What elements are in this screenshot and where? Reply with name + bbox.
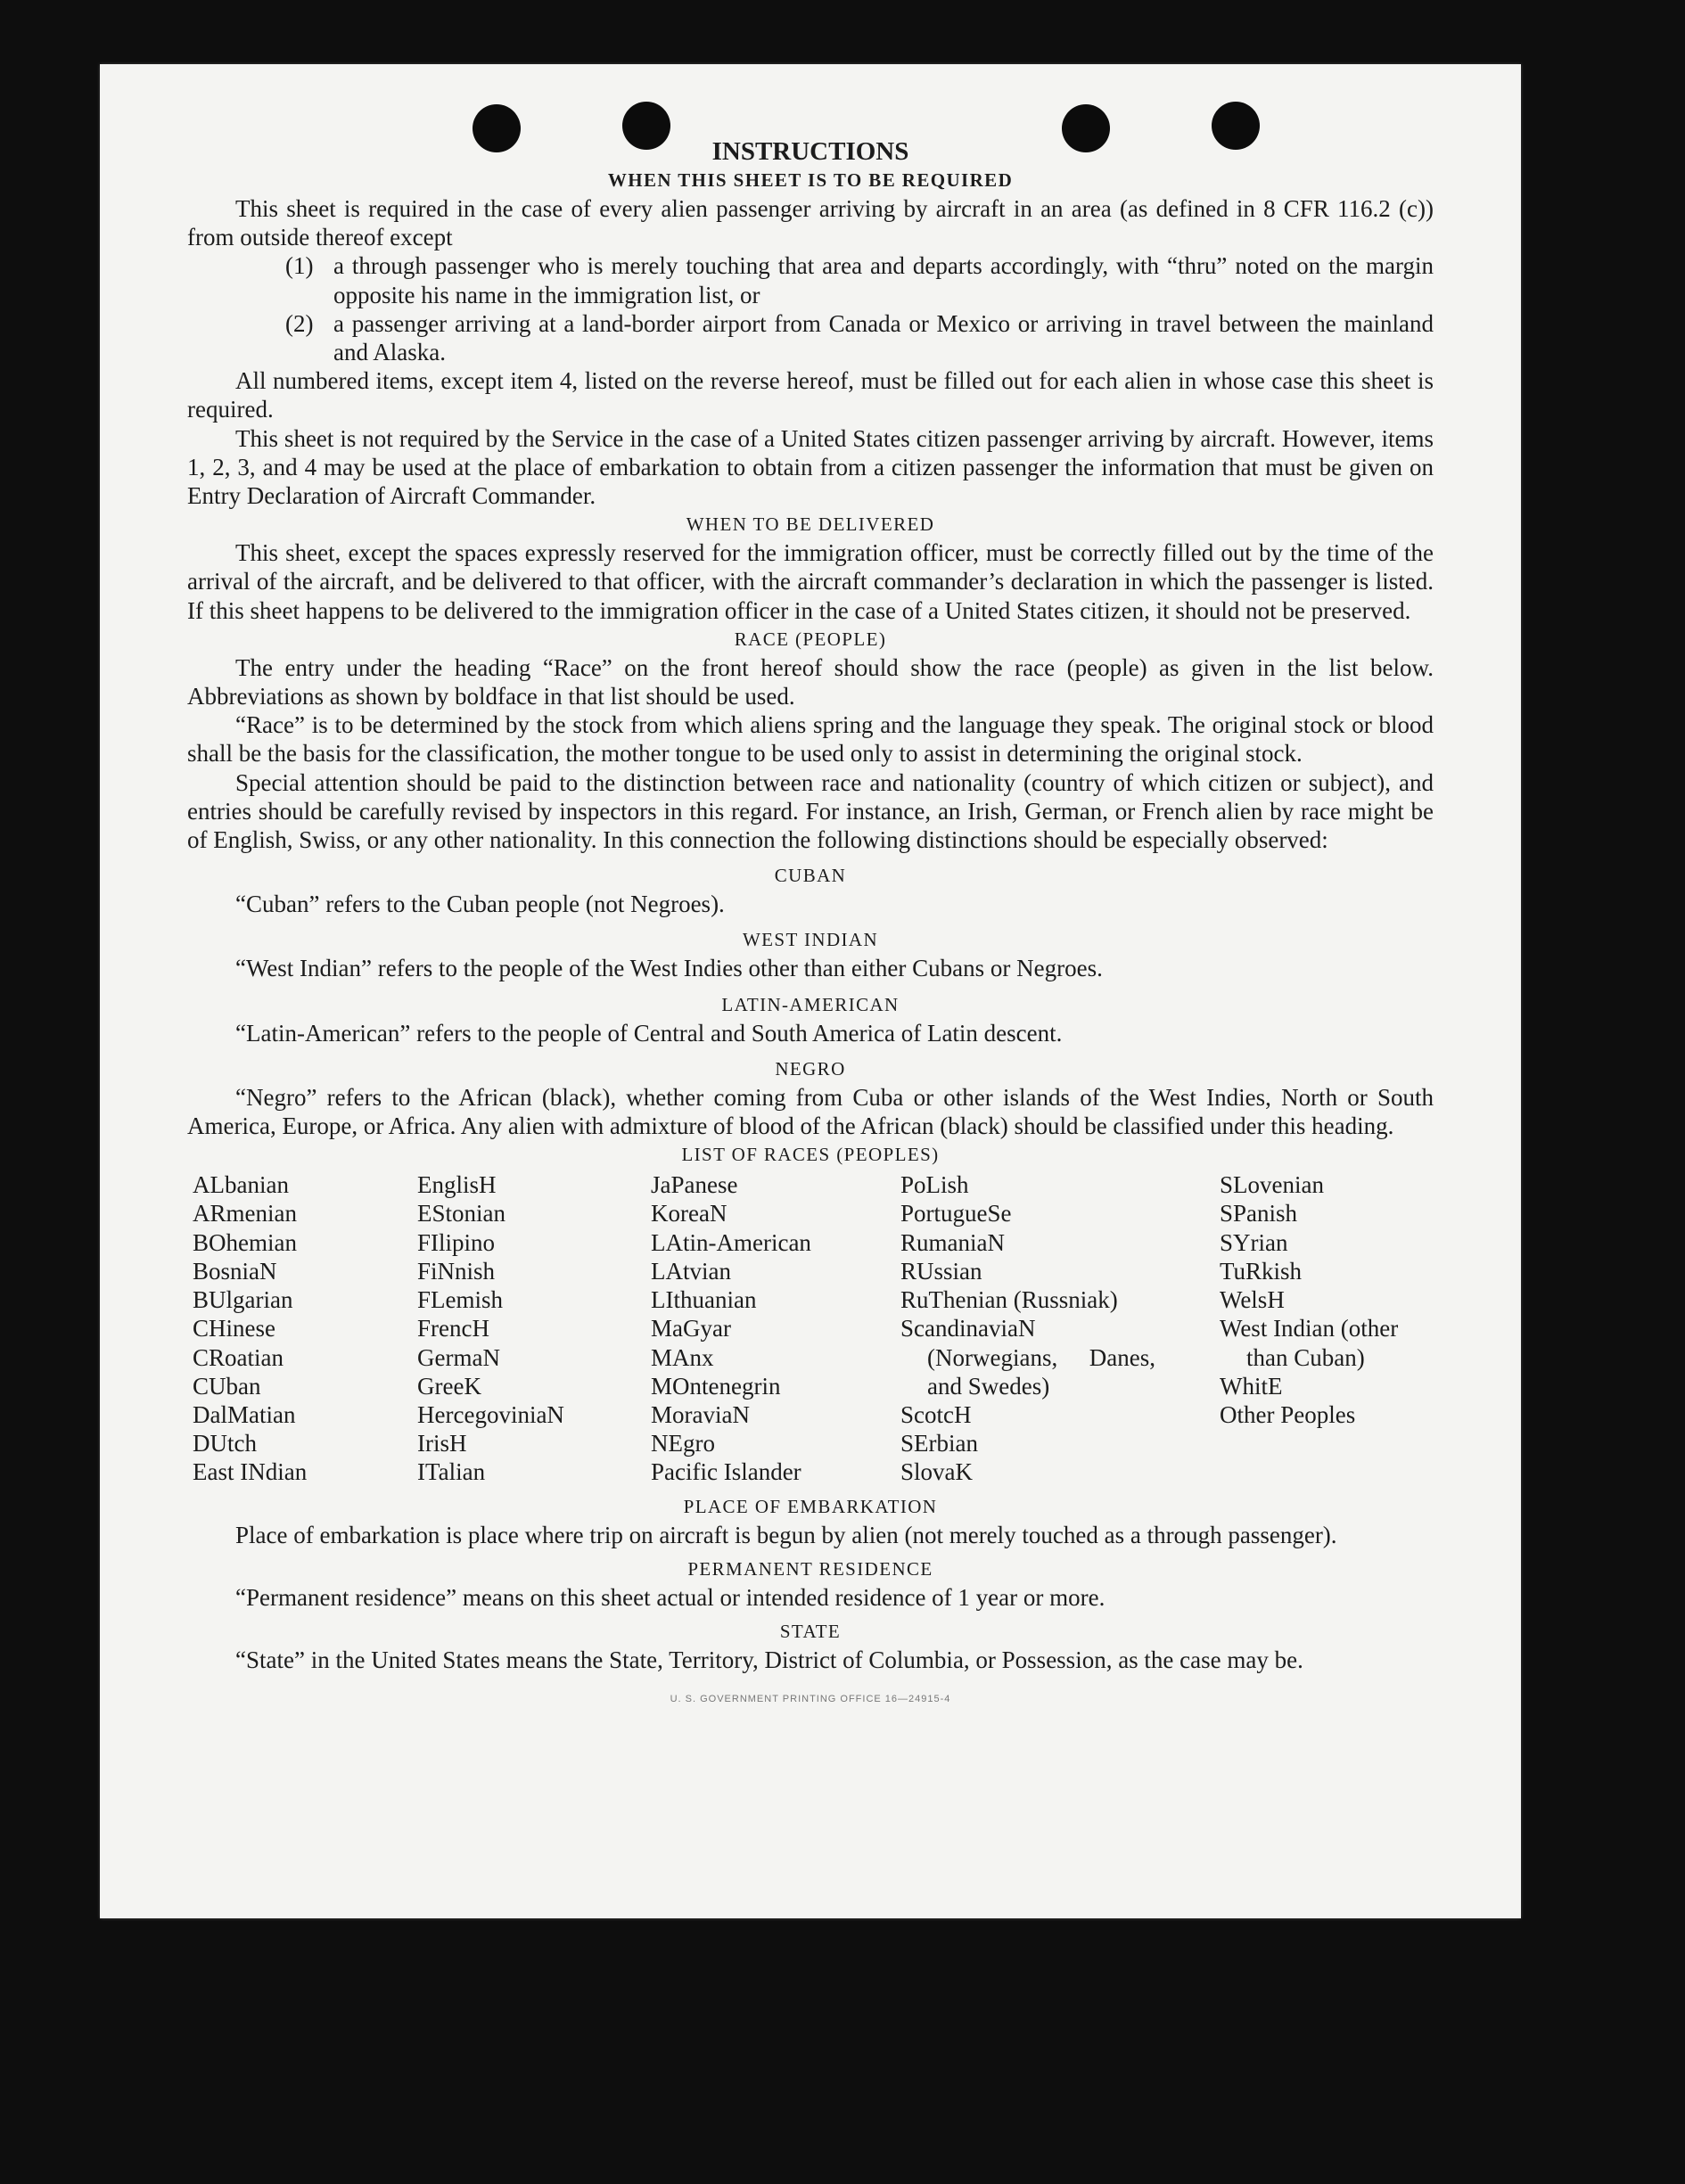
race-item: GermaN <box>417 1343 500 1371</box>
item-text: a through passenger who is merely touching that area and departs accordingly, with “thru” noted on the margin opposite his name in the immigration list, or <box>333 252 1434 308</box>
race-item: MoraviaN <box>651 1400 750 1428</box>
race-item: East INdian <box>193 1458 308 1486</box>
race-item: HercegoviniaN <box>417 1400 564 1428</box>
race-item: MOntenegrin <box>651 1372 781 1400</box>
item-number: (1) <box>285 252 314 280</box>
paragraph: “Race” is to be determined by the stock from which aliens spring and the language they speak. The original stock or blood shall be the basis for the classification, the mother tongue to be used only to assist in determining the original stock. <box>187 711 1434 768</box>
races-column <box>1220 1170 1439 1486</box>
race-item: ALbanian <box>193 1171 289 1199</box>
race-item: PoLish <box>900 1171 969 1199</box>
race-item: BOhemian <box>193 1228 297 1256</box>
race-item: SPanish <box>1220 1200 1298 1227</box>
race-item: West Indian (other than Cuban) <box>1220 1315 1399 1371</box>
paragraph: “Latin-American” refers to the people of Central and South America of Latin descent. <box>235 1019 1063 1047</box>
paragraph: This sheet is not required by the Service in the case of a United States citizen passenger arriving by aircraft. However, items 1, 2, 3, and 4 may be used at the place of embarkation to obtain from a citizen passenger the information that must be given on Entry Declaration of Aircraft Commander. <box>187 424 1434 510</box>
race-item: SLovenian <box>1220 1171 1324 1199</box>
section-heading: NEGRO <box>775 1057 846 1080</box>
list-item <box>187 251 1434 308</box>
race-item: ScandinaviaN (Norwegians, Danes, and Swedes) <box>900 1315 1155 1400</box>
race-item: LIthuanian <box>651 1286 757 1314</box>
paragraph: This sheet, except the spaces expressly reserved for the immigration officer, must be correctly filled out by the time of the arrival of the aircraft, and be delivered to that officer, with the aircraft commander’s declaration in which the passenger is listed. If this sheet happens to be delivered to the immigration officer in the case of a United States citizen, it should not be preserved. <box>187 539 1434 624</box>
paragraph: All numbered items, except item 4, listed on the reverse hereof, must be filled out for each alien in whose case this sheet is required. <box>187 367 1434 423</box>
race-item: FIlipino <box>417 1228 496 1256</box>
race-item: WelsH <box>1220 1286 1285 1314</box>
race-item: Other Peoples <box>1220 1400 1356 1428</box>
race-item: FiNnish <box>417 1257 496 1285</box>
race-item: MaGyar <box>651 1315 731 1342</box>
races-column <box>193 1170 417 1486</box>
section-heading: CUBAN <box>774 865 847 887</box>
races-list <box>193 1170 1434 1486</box>
section-heading: WHEN TO BE DELIVERED <box>686 513 935 536</box>
race-item: SYrian <box>1220 1228 1288 1256</box>
race-item: NEgro <box>651 1430 715 1457</box>
item-text: a passenger arriving at a land-border airport from Canada or Mexico or arriving in travel between the mainland and Alaska. <box>333 309 1434 366</box>
paragraph: The entry under the heading “Race” on the front hereof should show the race (people) as given in the list below. Abbreviations as shown by boldface in that list should be used. <box>187 653 1434 710</box>
race-item: DalMatian <box>193 1400 296 1428</box>
printer-imprint: U. S. GOVERNMENT PRINTING OFFICE 16—24915-4 <box>670 1694 951 1705</box>
paragraph: “West Indian” refers to the people of the West Indies other than either Cubans or Negroes. <box>235 955 1103 982</box>
paragraph: “State” in the United States means the State, Territory, District of Columbia, or Possession, as the case may be. <box>235 1646 1303 1673</box>
section-heading: STATE <box>779 1620 842 1642</box>
paragraph: Place of embarkation is place where trip on aircraft is begun by alien (not merely touched as a through passenger). <box>235 1521 1337 1548</box>
section-heading: WEST INDIAN <box>742 929 879 951</box>
race-item: TuRkish <box>1220 1257 1303 1285</box>
race-item: ScotcH <box>900 1400 972 1428</box>
race-item: EnglisH <box>417 1171 497 1199</box>
race-item: MAnx <box>651 1343 714 1371</box>
race-item: RUssian <box>900 1257 982 1285</box>
paragraph: “Permanent residence” means on this sheet actual or intended residence of 1 year or more. <box>235 1583 1106 1611</box>
race-item: ITalian <box>417 1458 486 1486</box>
paragraph: “Negro” refers to the African (black), whether coming from Cuba or other islands of the West Indies, North or South America, Europe, or Africa. Any alien with admixture of blood of the African (black) should be classified under this heading. <box>187 1083 1434 1140</box>
race-item: DUtch <box>193 1430 257 1457</box>
section-heading: PERMANENT RESIDENCE <box>687 1557 933 1580</box>
document-page <box>100 64 1521 1918</box>
races-column <box>651 1170 900 1486</box>
race-item: EStonian <box>417 1200 506 1227</box>
race-item: GreeK <box>417 1372 481 1400</box>
race-item: WhitE <box>1220 1372 1283 1400</box>
paragraph: “Cuban” refers to the Cuban people (not Negroes). <box>235 891 725 918</box>
race-item: CHinese <box>193 1315 275 1342</box>
race-item: LAtin-American <box>651 1228 811 1256</box>
instructions-text <box>187 137 1434 1713</box>
section-heading: RACE (PEOPLE) <box>734 628 887 650</box>
race-item: LAtvian <box>651 1257 731 1285</box>
list-item <box>187 309 1434 366</box>
race-item: Pacific Islander <box>651 1458 801 1486</box>
page-title: INSTRUCTIONS <box>711 137 909 166</box>
race-item: FrencH <box>417 1315 489 1342</box>
race-item: KoreaN <box>651 1200 727 1227</box>
section-heading: LATIN-AMERICAN <box>721 993 900 1015</box>
race-item: FLemish <box>417 1286 504 1314</box>
races-column <box>417 1170 651 1486</box>
races-column <box>900 1170 1155 1486</box>
race-item: SlovaK <box>900 1458 973 1486</box>
race-item: BosniaN <box>193 1257 277 1285</box>
races-heading: LIST OF RACES (PEOPLES) <box>681 1144 940 1166</box>
race-item: CRoatian <box>193 1343 284 1371</box>
race-item: RumaniaN <box>900 1228 1005 1256</box>
race-item: JaPanese <box>651 1171 738 1199</box>
race-item: RuThenian (Russniak) <box>900 1286 1118 1314</box>
section-heading: PLACE OF EMBARKATION <box>683 1495 938 1517</box>
race-item: CUban <box>193 1372 261 1400</box>
section-heading: WHEN THIS SHEET IS TO BE REQUIRED <box>607 169 1014 191</box>
race-item: BUlgarian <box>193 1286 293 1314</box>
race-item: PortugueSe <box>900 1200 1012 1227</box>
race-item: ARmenian <box>193 1200 297 1227</box>
race-item: SErbian <box>900 1430 978 1457</box>
paragraph: This sheet is required in the case of every alien passenger arriving by aircraft in an area (as defined in 8 CFR 116.2 (c)) from outside thereof except <box>187 195 1434 251</box>
item-number: (2) <box>285 309 314 337</box>
race-item: IrisH <box>417 1430 467 1457</box>
paragraph: Special attention should be paid to the distinction between race and nationality (country of which citizen or subject), and entries should be carefully revised by inspectors in this regard. For instance, an Irish, German, or French alien by race might be of English, Swiss, or any other nationality. In this connection the following distinctions should be especially observed: <box>187 768 1434 854</box>
